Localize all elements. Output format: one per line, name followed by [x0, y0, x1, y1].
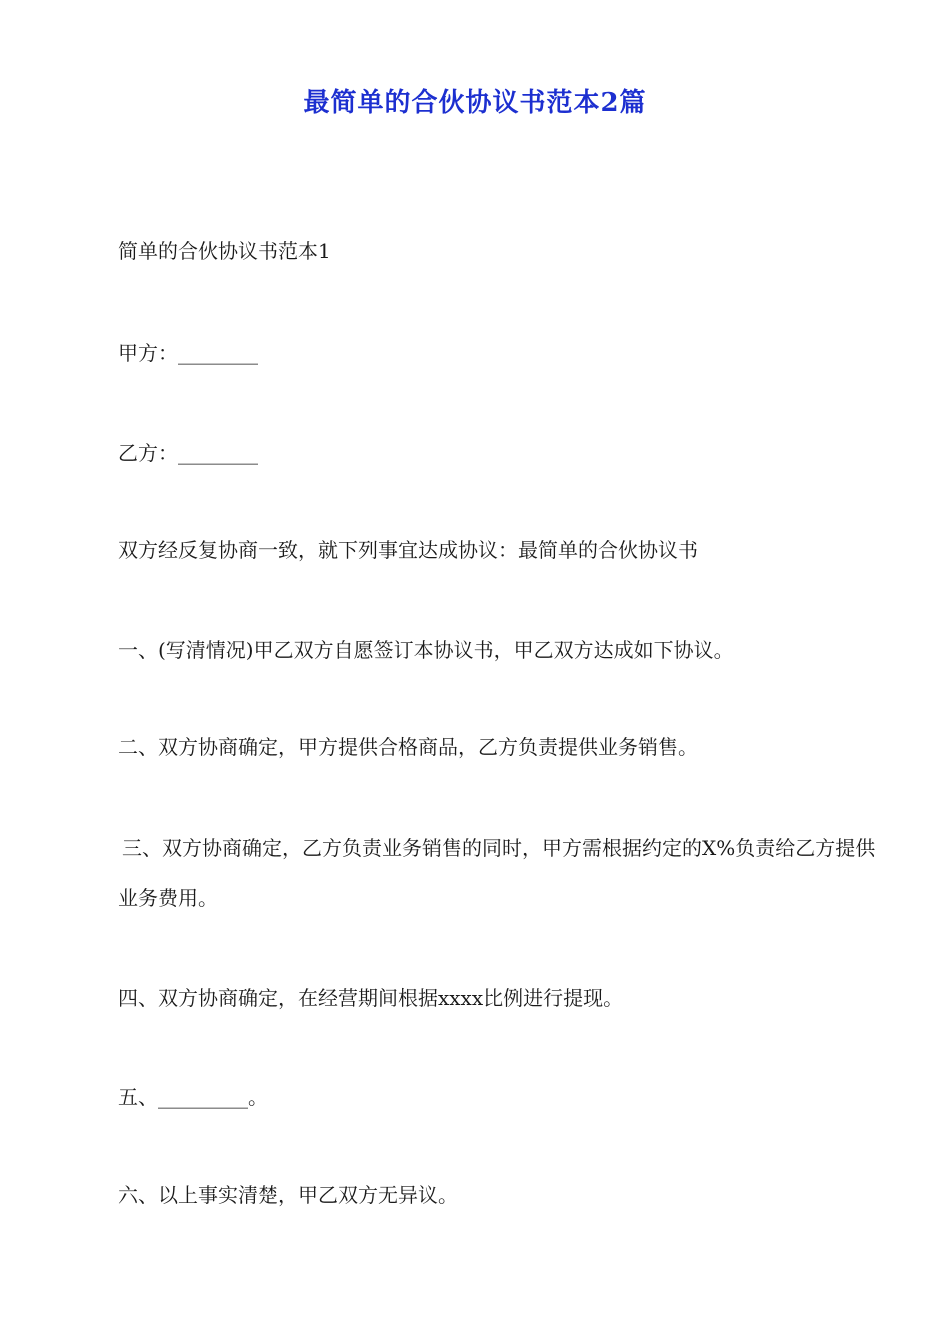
- section-heading: 简单的合伙协议书范本1: [118, 239, 331, 263]
- agreement-intro: 双方经反复协商一致，就下列事宜达成协议：最简单的合伙协议书: [118, 538, 698, 562]
- clause-1: 一、(写清情况)甲乙双方自愿签订本协议书，甲乙双方达成如下协议。: [118, 638, 734, 662]
- party-b-line: 乙方：________: [118, 441, 258, 465]
- party-a-line: 甲方：________: [118, 341, 258, 365]
- document-title: 最简单的合伙协议书范本2篇: [303, 88, 647, 118]
- clause-2: 二、双方协商确定，甲方提供合格商品，乙方负责提供业务销售。: [118, 735, 698, 759]
- clause-3: 三、双方协商确定，乙方负责业务销售的同时，甲方需根据约定的X%负责给乙方提供业务费用。: [118, 836, 876, 910]
- clause-5: 五、_________。: [118, 1085, 268, 1109]
- clause-4: 四、双方协商确定，在经营期间根据xxxx比例进行提现。: [118, 986, 624, 1010]
- clause-6: 六、以上事实清楚，甲乙双方无异议。: [118, 1183, 458, 1207]
